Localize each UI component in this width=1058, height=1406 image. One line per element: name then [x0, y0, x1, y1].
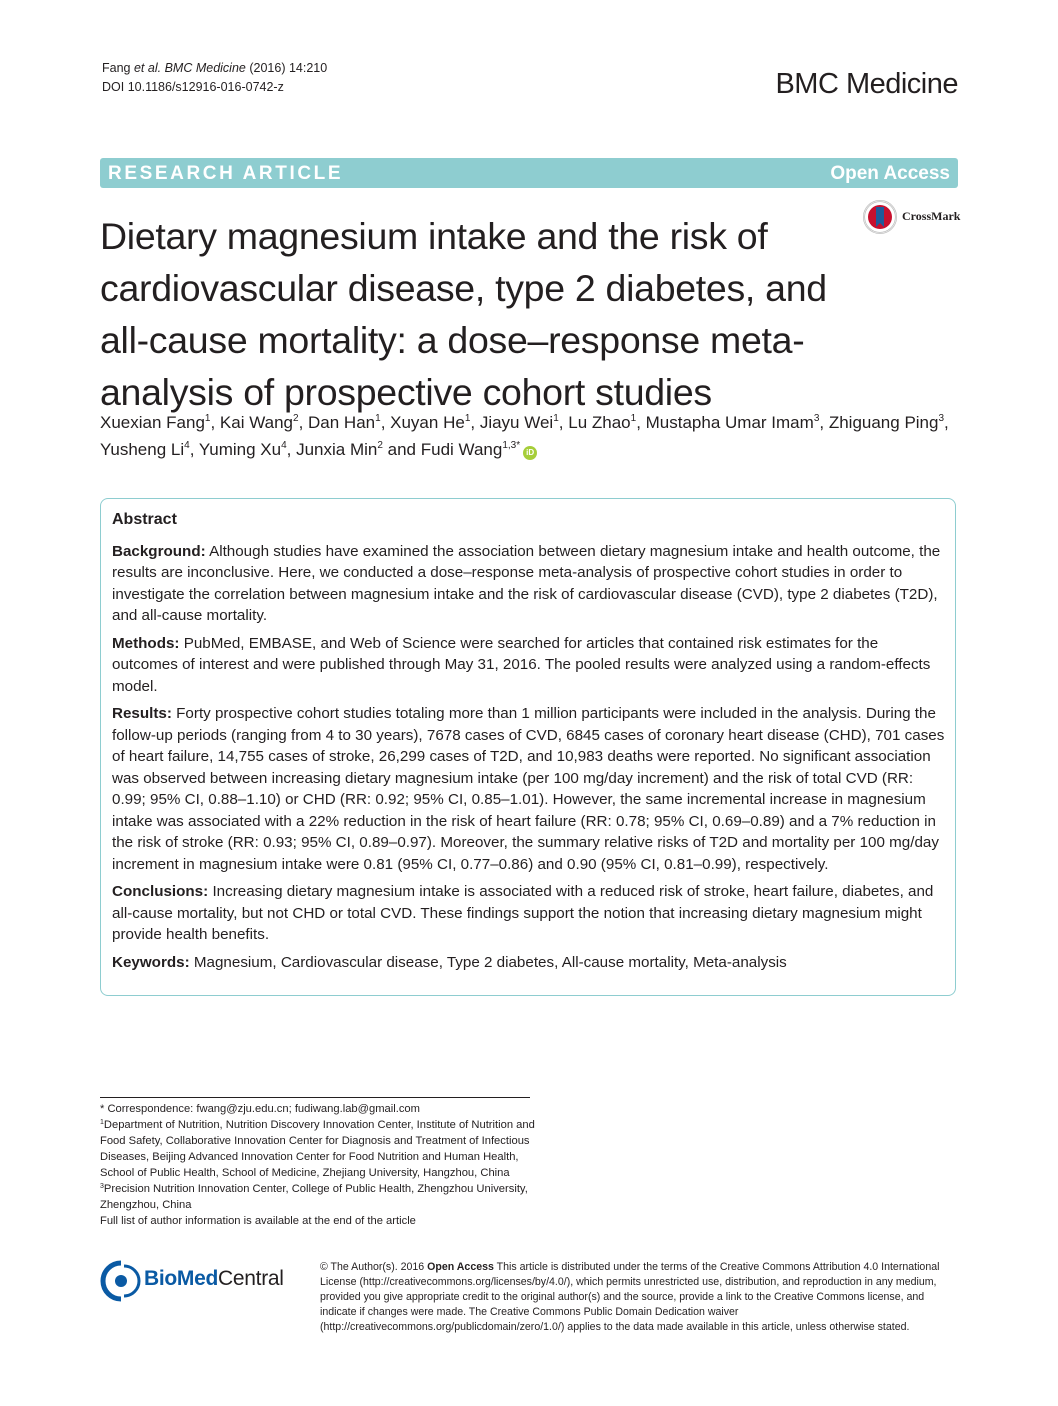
author-name-text: Lu Zhao [568, 413, 631, 432]
author-name[interactable] [100, 413, 210, 432]
author-name[interactable] [480, 413, 559, 432]
author-name-text: Mustapha Umar Imam [645, 413, 814, 432]
author-name[interactable] [220, 413, 299, 432]
results-text: Forty prospective cohort studies totaling more than 1 million participants were included in the analysis. During the follow-up periods (ranging from 4 to 30 years), 7678 cases of CVD, 6845 cases of coronary heart disease (CHD), 701 cases of heart failure, 14,755 cases of stroke, 26,299 cases of T2D, and 10,983 deaths were reported. No significant association was observed between increasing dietary magnesium intake (per 100 mg/day increment) and the risk of total CVD (RR: 0.99; 95% CI, 0.88–1.10) or CHD (RR: 0.92; 95% CI, 0.85–1.01). However, the same incremental increase in magnesium intake was associated with a 22% reduction in the risk of heart failure (RR: 0.78; 95% CI, 0.69–0.89) and a 7% reduction in the risk of stroke (RR: 0.93; 95% CI, 0.89–0.97). Moreover, the summary relative risks of T2D and mortality per 100 mg/day increment in magnesium intake were 0.81 (95% CI, 0.77–0.86) and 0.90 (95% CI, 0.81–0.99), respectively. [112, 705, 945, 873]
citation-header [102, 59, 327, 97]
author-name-text: Xuexian Fang [100, 413, 205, 432]
research-article-label: RESEARCH ARTICLE [108, 163, 344, 184]
footnote-divider [100, 1097, 530, 1098]
author-name-text: Junxia Min [296, 440, 378, 459]
license-statement [320, 1260, 960, 1335]
author-name-text: Dan Han [308, 413, 376, 432]
author-name[interactable] [646, 413, 820, 432]
header-author: Fang [102, 61, 131, 75]
author-name[interactable] [568, 413, 636, 432]
author-list: Xuexian Fang$^1$, Kai Wang$^2$, Dan Han$^1$, Xuyan He$^1$, Jiayu Wei$^1$, Lu Zhao$^1$, Mustapha Umar Imam$^3$, Zhiguang Ping$^3$, Yusheng Li$^4$, Yuming Xu$^4$, Junxia Min$^2$ and Fudi Wang$^{1,3*}$iD [100, 413, 949, 459]
author-name[interactable] [829, 413, 944, 432]
author-affiliation-mark: 3 [813, 413, 820, 424]
affiliation-1-number: 1 [100, 1119, 104, 1126]
author-affiliation-mark: 1 [553, 413, 559, 424]
author-affiliation-mark: 2 [293, 413, 299, 424]
author-affiliation-mark: 4 [281, 440, 287, 451]
copyright-prefix: © The Author(s). 2016 [320, 1261, 425, 1273]
affiliation-1 [100, 1117, 540, 1181]
affiliation-3 [100, 1181, 540, 1213]
author-name[interactable] [390, 413, 470, 432]
correspondence-note[interactable]: * Correspondence: fwang@zju.edu.cn; fudiwang.lab@gmail.com [100, 1103, 420, 1115]
header-doi[interactable]: DOI 10.1186/s12916-016-0742-z [102, 80, 284, 94]
author-affiliation-mark: 1 [375, 413, 381, 424]
central-word: Central [218, 1267, 284, 1290]
article-type-banner [100, 158, 958, 188]
author-name-text: Yuming Xu [198, 440, 282, 459]
abstract-content [112, 509, 946, 979]
author-affiliation-mark: 1,3* [502, 440, 521, 451]
header-year-volume: (2016) 14:210 [249, 61, 328, 75]
author-name[interactable] [308, 413, 381, 432]
background-text: Although studies have examined the association between dietary magnesium intake and health outcome, the results are inconclusive. Here, we conducted a dose–response meta-analysis of prospective cohort studies in order to investigate the correlation between magnesium intake and the risk of cardiovascular disease (CVD), type 2 diabetes (T2D), and all-cause mortality. [112, 542, 941, 624]
author-name-text: Yusheng Li [100, 440, 185, 459]
license-text: This article is distributed under the terms of the Creative Commons Attribution 4.0 International License (http://creativecommons.org/licenses/by/4.0/), which permits unrestricted use, distribution, and reproduction in any medium, provided you give appropriate credit to the original author(s) and the source, provide a link to the Creative Commons license, and indicate if changes were made. The Creative Commons Public Domain Dedication waiver (http://creativecommons.org/publicdomain/zero/1.0/) applies to the data made available in this article, unless otherwise stated. [320, 1261, 940, 1333]
methods-label: Methods: [112, 634, 180, 652]
open-access-label: Open Access [830, 163, 950, 184]
results-label: Results: [112, 705, 172, 722]
author-name-text: Jiayu Wei [479, 413, 554, 432]
author-affiliation-mark: 1 [204, 413, 211, 424]
author-name-text: Kai Wang [219, 413, 293, 432]
background-label: Background: [112, 542, 206, 560]
full-author-info-note: Full list of author information is available at the end of the article [100, 1215, 416, 1227]
author-name[interactable] [199, 440, 287, 459]
conclusions-text: Increasing dietary magnesium intake is associated with a reduced risk of stroke, heart failure, diabetes, and all-cause mortality, but not CHD or total CVD. These findings support the notion that increasing dietary magnesium might provide health benefits. [112, 883, 934, 943]
author-affiliation-mark: 4 [184, 440, 190, 451]
affiliation-1-text: Department of Nutrition, Nutrition Discovery Innovation Center, Institute of Nutrition and Food Safety, Collaborative Innovation Center for Diagnosis and Treatment of Infectious Diseases, Beijing Advanced Innovation Center for Food Nutrition and Human Health, School of Public Health, School of Medicine, Zhejiang University, Hangzhou, China [100, 1119, 535, 1179]
license-open-access: Open Access [427, 1261, 494, 1273]
biomed-word: BioMed [144, 1267, 219, 1290]
abstract-results [112, 703, 946, 875]
journal-name: BMC Medicine [775, 68, 958, 100]
crossmark-badge[interactable] [862, 198, 962, 238]
author-affiliation-mark: 1 [464, 413, 471, 424]
keywords-label: Keywords: [112, 953, 190, 971]
abstract-heading: Abstract [112, 511, 177, 528]
author-affiliation-mark: 1 [630, 413, 637, 424]
abstract-background [112, 541, 946, 627]
author-name[interactable] [296, 440, 383, 459]
author-name-text: Fudi Wang [420, 440, 503, 459]
crossmark-icon [862, 198, 898, 236]
author-affiliation-mark: 2 [377, 440, 383, 451]
abstract-keywords [112, 952, 946, 974]
keywords-text: Magnesium, Cardiovascular disease, Type 2 diabetes, All-cause mortality, Meta-analysis [193, 953, 787, 971]
orcid-icon[interactable]: iD [523, 446, 537, 460]
abstract-box [100, 498, 956, 996]
methods-text: PubMed, EMBASE, and Web of Science were searched for articles that contained risk estimates for the outcomes of interest and were published through May 31, 2016. The pooled results were analyzed using a random-effects model. [112, 634, 931, 695]
abstract-conclusions [112, 881, 946, 946]
header-journal: BMC Medicine [164, 61, 246, 75]
footnotes [100, 1101, 540, 1229]
author-name-text: Xuyan He [390, 413, 465, 432]
biomed-central-wordmark [144, 1267, 284, 1291]
author-name-text: Zhiguang Ping [828, 413, 939, 432]
conclusions-label: Conclusions: [112, 883, 209, 900]
crossmark-label: CrossMark [902, 209, 961, 223]
affiliation-3-text: Precision Nutrition Innovation Center, College of Public Health, Zhengzhou University, Zhengzhou, China [100, 1183, 528, 1211]
author-name[interactable] [421, 440, 520, 459]
affiliation-3-number: 3 [100, 1183, 104, 1190]
biomed-central-emblem-icon [100, 1260, 142, 1302]
author-affiliation-mark: 3 [938, 413, 945, 424]
biomed-central-logo [100, 1260, 310, 1305]
article-title: Dietary magnesium intake and the risk of cardiovascular disease, type 2 diabetes, and all-cause mortality: a dose–response meta-analysis of prospective cohort studies [100, 215, 827, 413]
header-et-al: et al. [133, 61, 162, 75]
abstract-methods [112, 633, 946, 698]
author-name[interactable] [100, 440, 190, 459]
